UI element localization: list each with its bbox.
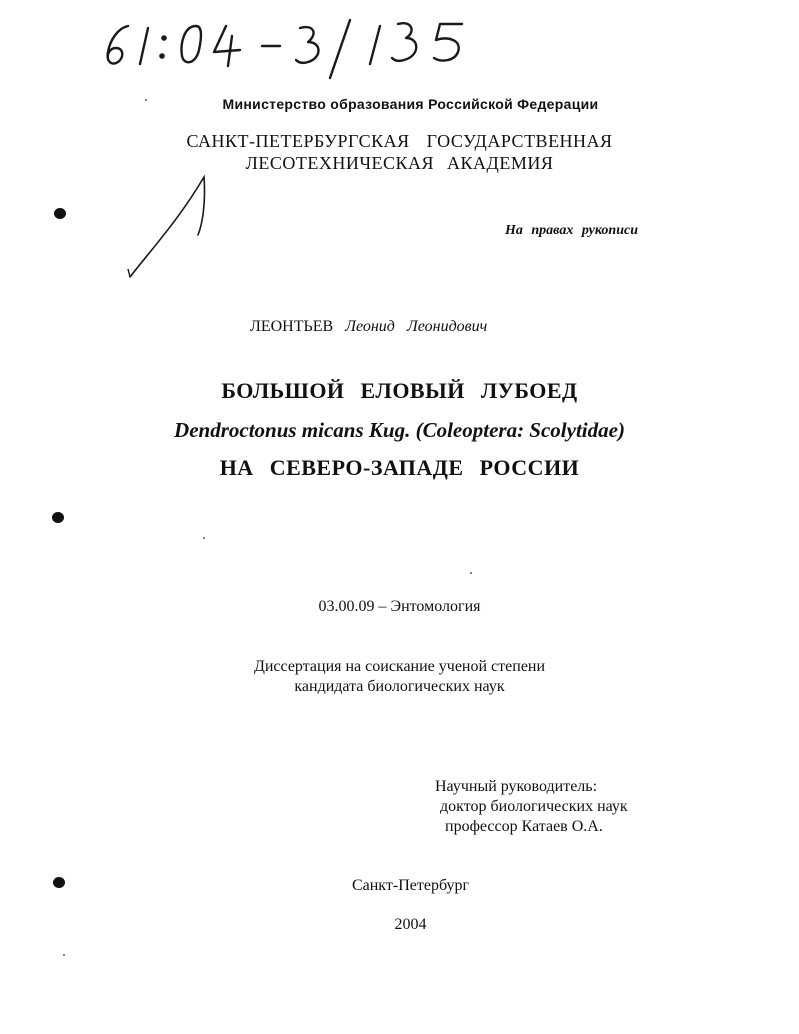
thesis-title-latin: Dendroctonus micans Kug. (Coleoptera: Scolytidae) (174, 418, 625, 442)
punch-hole-middle (52, 512, 64, 523)
author-name (250, 318, 487, 336)
publication-city: Санкт-Петербург (351, 877, 470, 894)
ministry-name: Министерство образования Российской Федерации (222, 96, 599, 112)
punch-hole-top (54, 208, 66, 219)
thesis-title-line3: НА СЕВЕРО-ЗАПАДЕ РОССИИ (219, 455, 580, 480)
speck (63, 954, 65, 956)
manuscript-rights-note: На правах рукописи (505, 223, 638, 238)
thesis-title-line1: БОЛЬШОЙ ЕЛОВЫЙ ЛУБОЕД (221, 378, 578, 403)
dissertation-description-line2: кандидата биологических наук (294, 678, 505, 695)
speck (203, 537, 205, 539)
supervisor-label: Научный руководитель: (435, 778, 598, 795)
specialty-code: 03.00.09 – Энтомология (318, 598, 481, 615)
academy-name-line1: САНКТ-ПЕТЕРБУРГСКАЯ ГОСУДАРСТВЕННАЯ (186, 131, 613, 151)
supervisor-name: профессор Катаев О.А. (445, 818, 603, 835)
academy-name-line2: ЛЕСОТЕХНИЧЕСКАЯ АКАДЕМИЯ (245, 153, 554, 173)
dissertation-description-line1: Диссертация на соискание ученой степени (253, 658, 546, 675)
author-given-names: Леонид Леонидович (345, 318, 488, 335)
speck (470, 572, 472, 574)
publication-year: 2004 (394, 916, 427, 933)
supervisor-degree: доктор биологических наук (440, 798, 628, 815)
signature-mark (120, 165, 230, 285)
author-surname: ЛЕОНТЬЕВ (250, 318, 334, 335)
